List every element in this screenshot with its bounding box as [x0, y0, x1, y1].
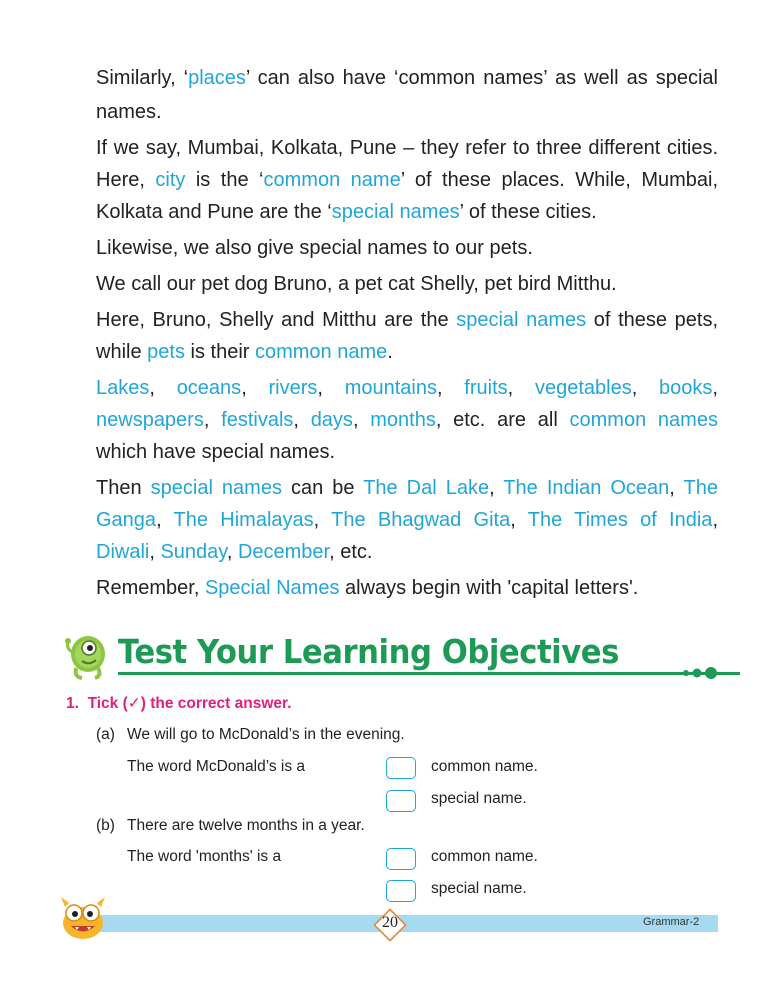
question-number: 1.: [66, 695, 79, 712]
highlight-example: The Himalayas: [173, 509, 314, 531]
highlight-city: city: [155, 169, 186, 191]
highlight-example: The Bhagwad Gita: [331, 509, 511, 531]
text: while: [96, 341, 148, 363]
text: Kolkata and Pune are the ‘: [96, 201, 332, 223]
text: which have special names.: [96, 441, 336, 463]
paragraph-pets-intro: [96, 232, 718, 264]
highlight-common-names: common names: [569, 409, 718, 431]
page-number: 20: [382, 914, 398, 931]
highlight-word: books: [659, 377, 713, 399]
question-instruction: Tick (✓) the correct answer.: [87, 695, 292, 712]
text: names.: [96, 101, 162, 123]
highlight-word: days: [310, 409, 353, 431]
footer-book-label: Grammar-2: [643, 916, 700, 928]
paragraph-cities-line3: [96, 196, 718, 228]
highlight-example: The: [683, 477, 718, 499]
heading-underline: [118, 672, 740, 675]
question-a-prompt: The word McDonald’s is a: [127, 758, 306, 775]
highlight-word: oceans: [176, 377, 242, 399]
heading-dots-decoration: [682, 665, 718, 681]
text: Remember,: [96, 577, 205, 599]
highlight-example: Diwali: [96, 541, 150, 563]
text: , etc.: [329, 541, 373, 563]
option-a-common: common name.: [431, 758, 538, 775]
option-a-special: special name.: [431, 790, 527, 807]
text: If we say, Mumbai, Kolkata, Pune – they refer to three different cities.: [96, 137, 718, 159]
text: Here, Bruno, Shelly and Mitthu are the: [96, 309, 457, 331]
highlight-word: rivers: [268, 377, 318, 399]
paragraph-cities-line2: [96, 164, 718, 196]
paragraph-pets-line1: [96, 304, 718, 336]
highlight-special-names: special names: [331, 201, 460, 223]
question-a-label: (a): [96, 726, 115, 743]
text: always begin with 'capital letters'.: [339, 577, 639, 599]
paragraph-categories-line1: Lakes, oceans, rivers, mountains, fruits, vegetables, books,: [96, 377, 718, 399]
question-b-prompt: The word 'months' is a: [127, 848, 282, 865]
checkbox-b-common[interactable]: [386, 848, 416, 870]
page-number-badge: [373, 908, 407, 942]
question-title: [66, 694, 292, 713]
highlight-word: festivals: [221, 409, 294, 431]
highlight-word: Lakes: [96, 377, 150, 399]
option-b-special: special name.: [431, 880, 527, 897]
text: , etc. are all: [435, 409, 570, 431]
question-b-sentence: There are twelve months in a year.: [127, 817, 365, 834]
text: .: [387, 341, 393, 363]
checkbox-a-common[interactable]: [386, 757, 416, 779]
section-heading-title: Test Your Learning Objectives: [118, 632, 619, 671]
paragraph-categories-line2: newspapers, festivals, days, months, etc. are all common names: [96, 409, 718, 431]
checkbox-a-special[interactable]: [386, 790, 416, 812]
paragraph-pets-names: [96, 268, 718, 300]
paragraph-places-line1: [96, 62, 718, 94]
monster-mascot-icon: [55, 893, 111, 941]
highlight-example: Ganga: [96, 509, 157, 531]
question-b-label: (b): [96, 817, 115, 834]
highlight-pets: pets: [147, 341, 185, 363]
highlight-example: The Indian Ocean: [503, 477, 670, 499]
paragraph-categories-line3: [96, 436, 718, 468]
highlight-common-name: common name: [263, 169, 401, 191]
text: ’ of these places. While, Mumbai,: [400, 169, 719, 191]
text: ’ can also have ‘common names’ as well as special: [245, 67, 718, 89]
highlight-word: mountains: [344, 377, 437, 399]
text: Then: [96, 477, 151, 499]
text: Here,: [96, 169, 156, 191]
text: is their: [184, 341, 255, 363]
option-b-common: common name.: [431, 848, 538, 865]
paragraph-pets-line2: [96, 336, 718, 368]
question-a-sentence: We will go to McDonald’s in the evening.: [127, 726, 405, 743]
paragraph-remember: [96, 572, 718, 604]
highlight-word: vegetables: [534, 377, 632, 399]
checkbox-b-special[interactable]: [386, 880, 416, 902]
paragraph-examples-line3: Diwali, Sunday, December, etc.: [96, 541, 373, 563]
highlight-example: Sunday: [160, 541, 227, 563]
highlight-word: fruits: [464, 377, 508, 399]
highlight-example: December: [237, 541, 330, 563]
text: ’ of these cities.: [459, 201, 597, 223]
text: We call our pet dog Bruno, a pet cat Shelly, pet bird Mitthu.: [96, 273, 617, 295]
highlight-word: newspapers: [96, 409, 204, 431]
text: is the ‘: [185, 169, 264, 191]
highlight-special-names: special names: [456, 309, 587, 331]
paragraph-examples-line2: Ganga, The Himalayas, The Bhagwad Gita, The Times of India,: [96, 509, 718, 531]
highlight-example: The Dal Lake: [363, 477, 490, 499]
text: can be: [281, 477, 364, 499]
alien-mascot-icon: [62, 630, 114, 682]
section-heading: [62, 630, 722, 682]
highlight-common-name: common name: [254, 341, 388, 363]
highlight-example: The Times of India: [527, 509, 713, 531]
highlight-places: places: [188, 67, 246, 89]
highlight-special-names: special names: [150, 477, 282, 499]
paragraph-cities-line1: [96, 132, 718, 164]
highlight-word: months: [370, 409, 436, 431]
text: of these pets,: [586, 309, 718, 331]
text: Likewise, we also give special names to our pets.: [96, 237, 533, 259]
highlight-special-names: Special Names: [204, 577, 340, 599]
paragraph-examples-line1: Then special names can be The Dal Lake, The Indian Ocean, The: [96, 477, 718, 499]
text: Similarly, ‘: [96, 67, 189, 89]
paragraph-places-line2: [96, 96, 718, 128]
